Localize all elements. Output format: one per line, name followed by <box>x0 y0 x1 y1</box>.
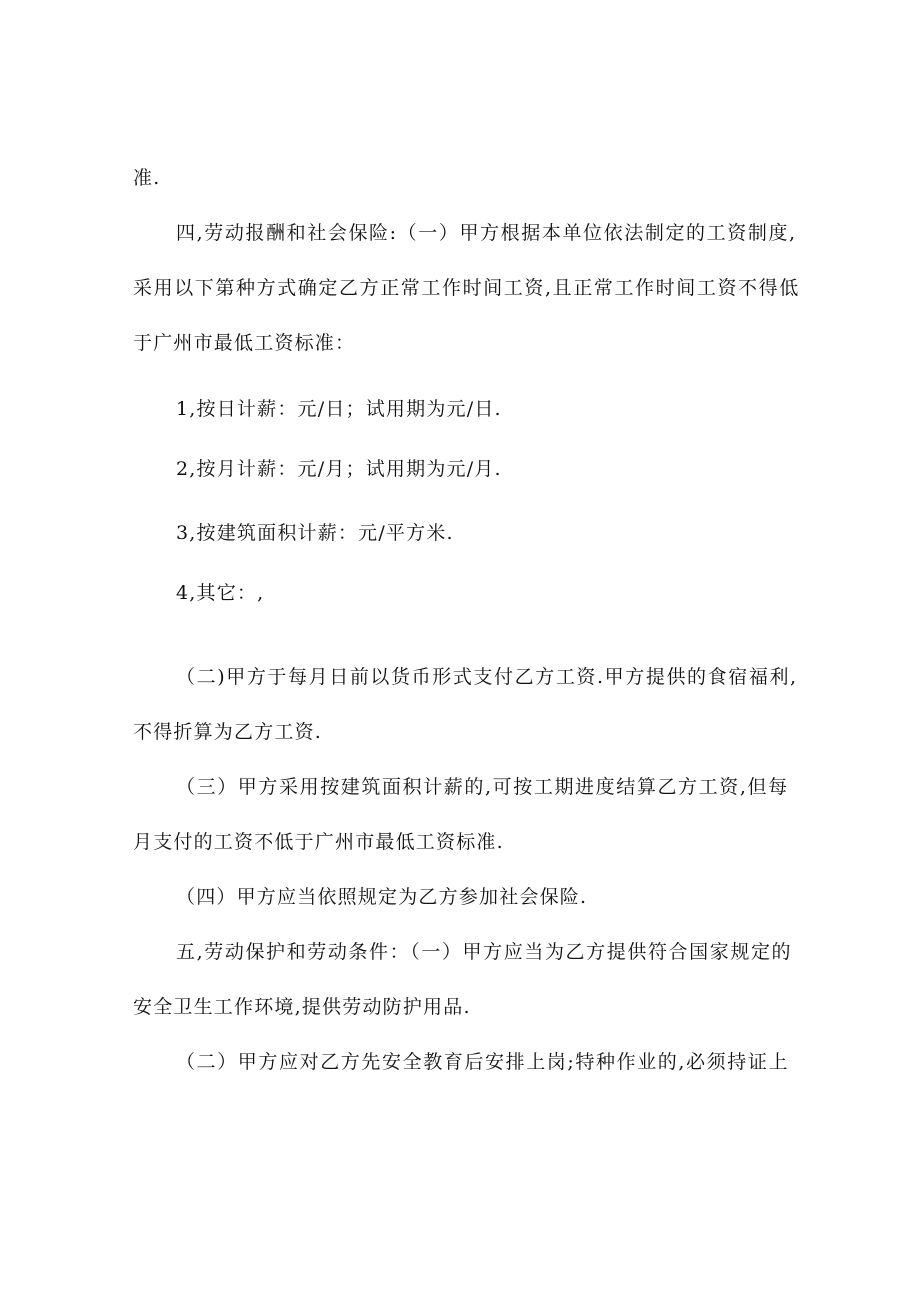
clause-two-line: （二)甲方于每月日前以货币形式支付乙方工资.甲方提供的食宿福利, <box>176 666 798 688</box>
paragraph-line: 月支付的工资不低于广州市最低工资标准. <box>133 831 504 853</box>
paragraph-line: 不得折算为乙方工资. <box>133 721 323 743</box>
wage-option-2: 2,按月计薪：元/月；试用期为元/月. <box>176 458 502 480</box>
paragraph-line: 于广州市最低工资标准： <box>133 332 356 354</box>
section-five-heading-line: 五,劳动保护和劳动条件：（一）甲方应当为乙方提供符合国家规定的 <box>176 941 793 963</box>
paragraph-line: 安全卫生工作环境,提供劳动防护用品. <box>133 996 471 1018</box>
clause-three-line: （三）甲方采用按建筑面积计薪的,可按工期进度结算乙方工资,但每 <box>176 776 789 798</box>
paragraph-line: 准. <box>133 167 161 189</box>
paragraph-line: 采用以下第种方式确定乙方正常工作时间工资,且正常工作时间工资不得低 <box>133 277 800 299</box>
wage-option-1: 1,按日计薪：元/日；试用期为元/日. <box>176 398 502 420</box>
wage-option-3: 3,按建筑面积计薪：元/平方米. <box>176 522 454 544</box>
wage-option-4: 4,其它：, <box>176 582 265 604</box>
section-four-heading-line: 四,劳动报酬和社会保险:（一）甲方根据本单位依法制定的工资制度, <box>176 222 797 244</box>
clause-four-line: （四）甲方应当依照规定为乙方参加社会保险. <box>176 886 588 908</box>
section-five-clause-two-line: （二）甲方应对乙方先安全教育后安排上岗;特种作业的,必须持证上 <box>176 1051 790 1073</box>
